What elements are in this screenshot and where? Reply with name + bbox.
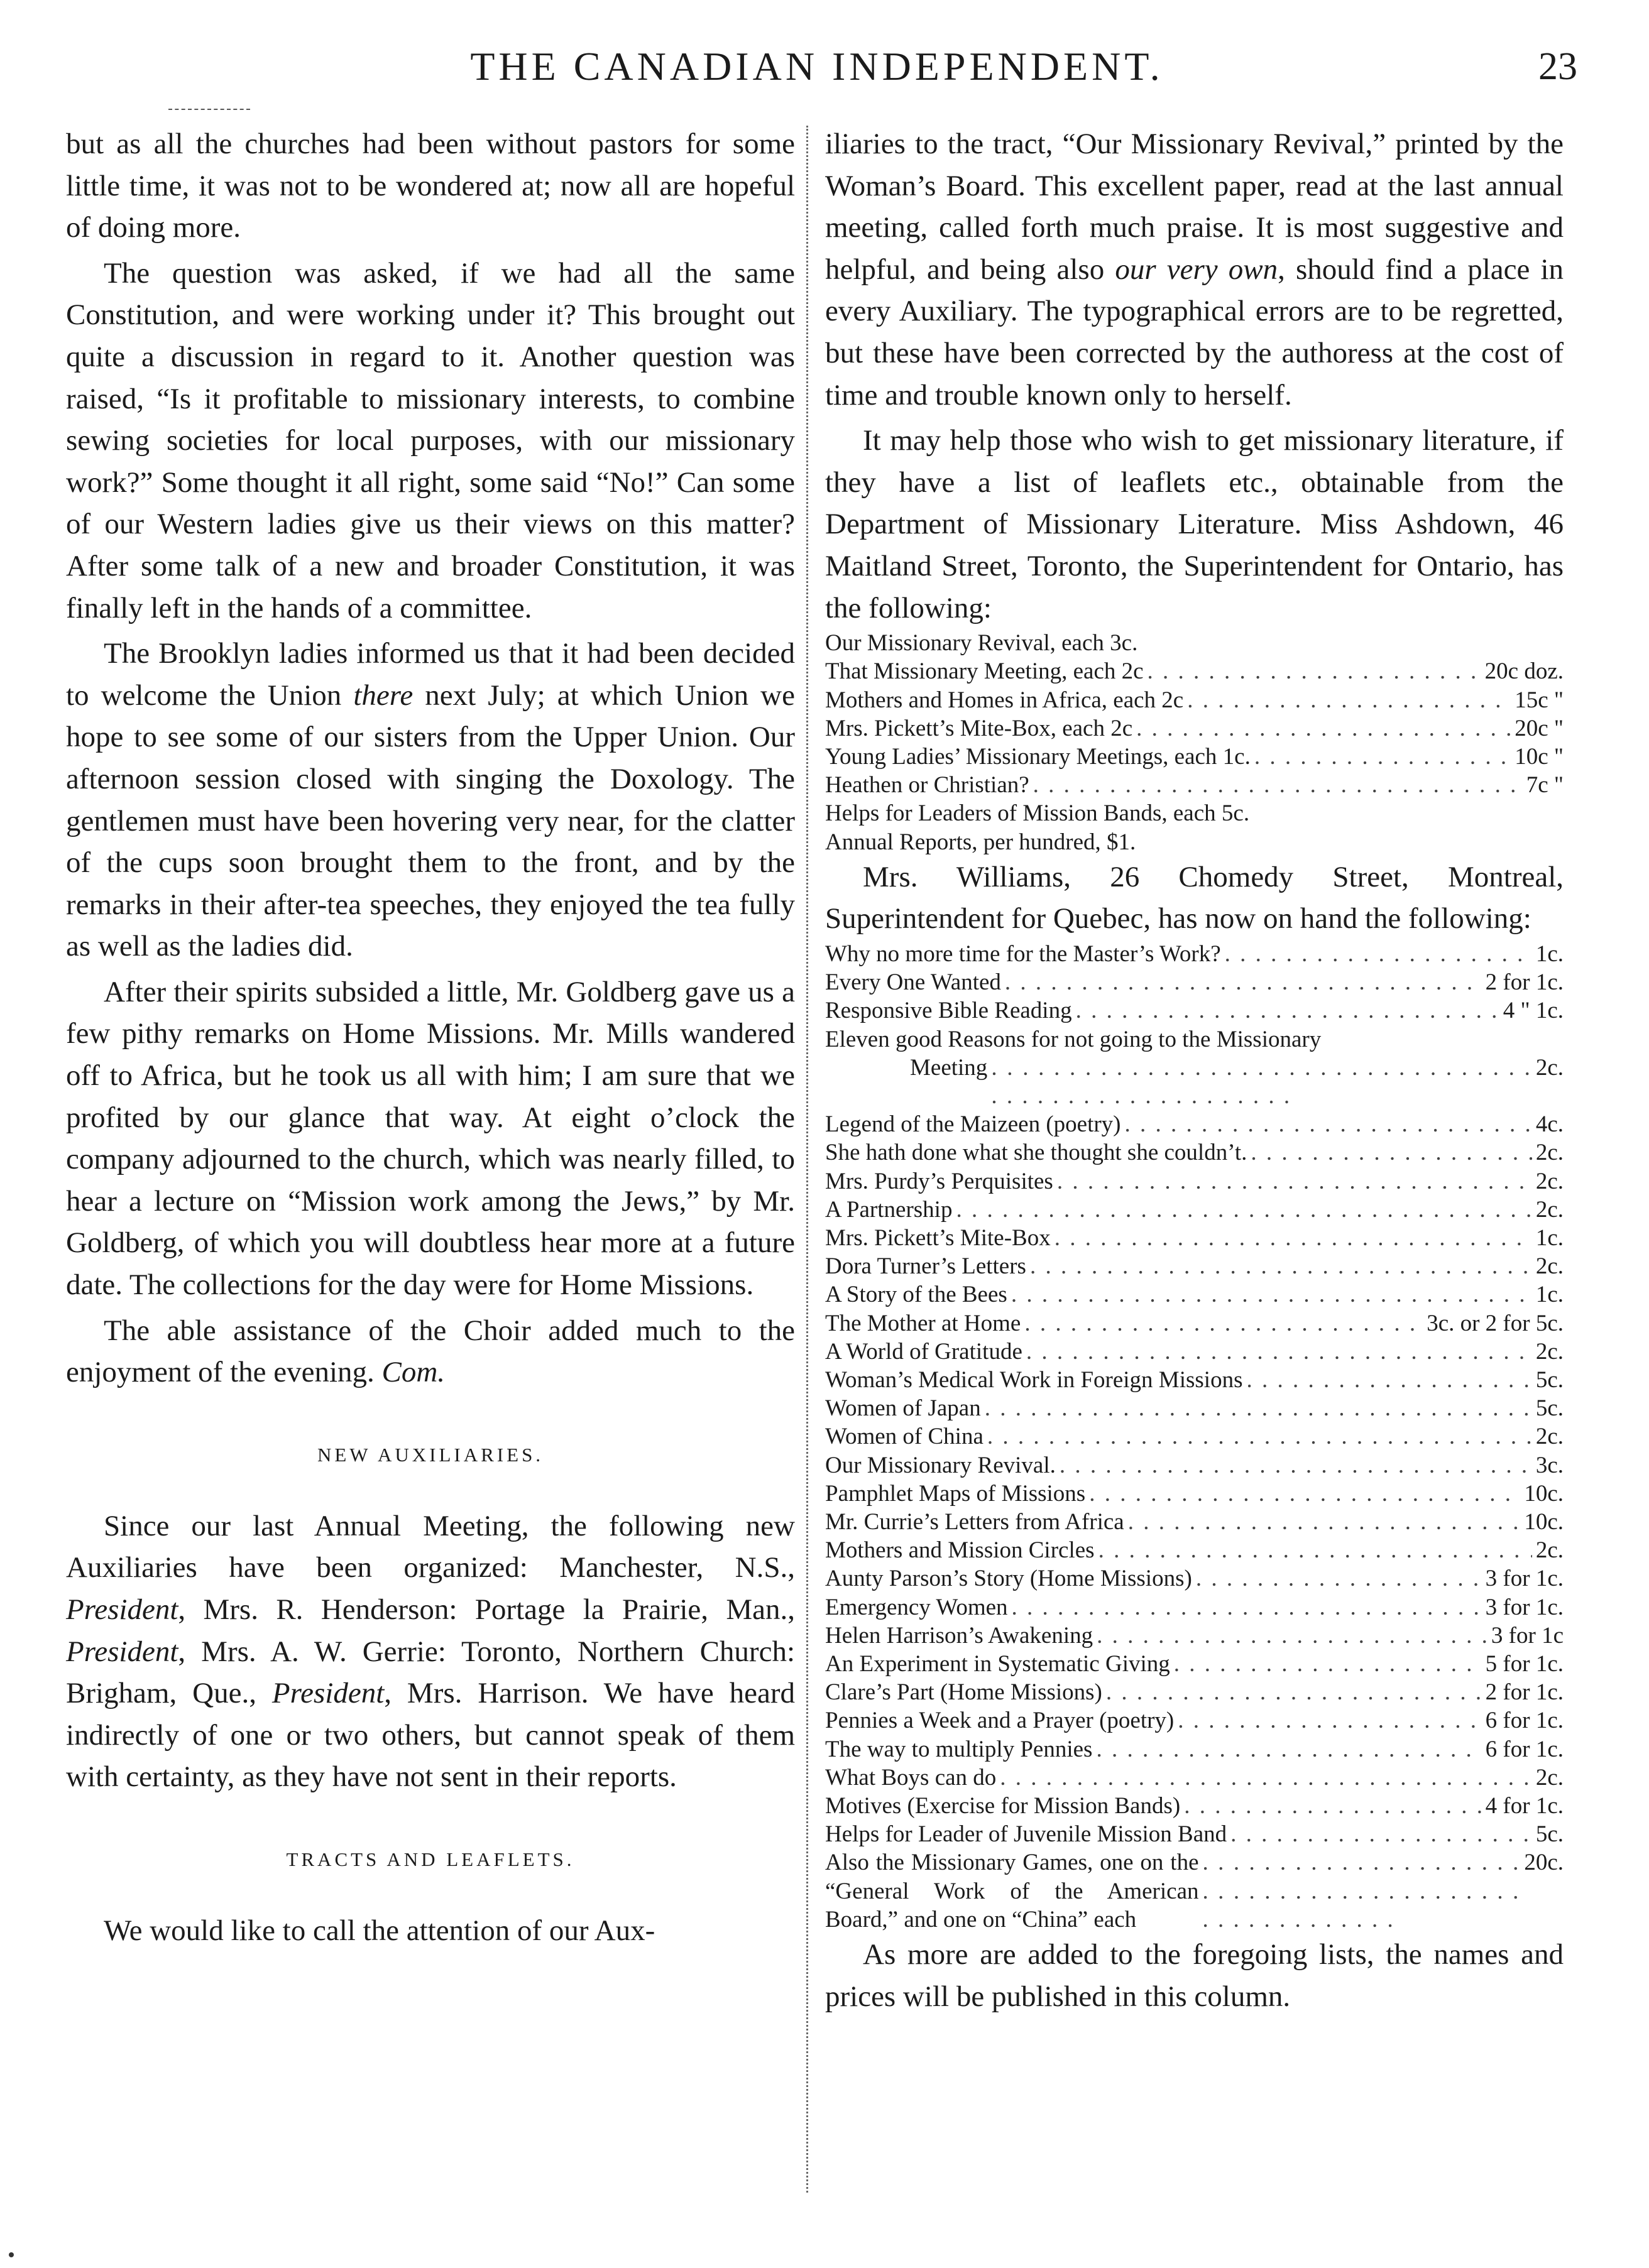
- list-item: [825, 714, 1564, 743]
- column-divider: [806, 126, 808, 2193]
- leaflet-title: Annual Reports, per hundred, $1.: [825, 829, 1136, 855]
- leaflet-title: Dora Turner’s Letters: [825, 1253, 1026, 1280]
- leaflet-price: 3 for 1c.: [1485, 1594, 1564, 1620]
- page-number: 23: [1538, 45, 1577, 88]
- list-item: [825, 996, 1564, 1025]
- list-item: [825, 1280, 1564, 1309]
- leaflet-price: 1c.: [1535, 1282, 1564, 1308]
- leaflet-title: Women of Japan: [825, 1395, 981, 1422]
- leaflet-price: 3c.: [1535, 1452, 1564, 1478]
- leaflet-price: 2c.: [1535, 1140, 1564, 1166]
- emphasis: President: [66, 1593, 178, 1626]
- leaflet-price: 10c.: [1524, 1509, 1564, 1535]
- leaflet-price: 2c.: [1535, 1168, 1564, 1194]
- dot-leader: [1254, 743, 1511, 771]
- leaflet-price: 2c.: [1535, 1764, 1564, 1791]
- leaflet-title: A Partnership: [825, 1196, 953, 1223]
- text-run: , should find a place in every Auxiliary. The typographical errors are to be regretted, but these have been corrected by the authoress at the cost of time and trouble known only to herself.: [825, 253, 1564, 412]
- leaflet-title: Helps for Leaders of Mission Bands, each 5c.: [825, 800, 1250, 827]
- leaflet-title: Clare’s Part (Home Missions): [825, 1679, 1102, 1706]
- dot-leader: [1026, 1338, 1532, 1366]
- leaflet-price: 2 for 1c.: [1485, 969, 1564, 996]
- dot-leader: [1246, 1366, 1531, 1394]
- list-item: [825, 1564, 1564, 1593]
- leaflet-price: 3 for 1c.: [1485, 1566, 1564, 1592]
- journal-title: THE CANADIAN INDEPENDENT.: [470, 44, 1164, 89]
- leaflet-title: Helen Harrison’s Awakening: [825, 1622, 1093, 1649]
- dot-leader: [1251, 1138, 1531, 1167]
- leaflet-title: Mothers and Mission Circles: [825, 1537, 1095, 1564]
- dot-leader: [1196, 1564, 1482, 1593]
- leaflet-price: 2c.: [1535, 1424, 1564, 1450]
- list-item: [825, 1025, 1564, 1111]
- dot-leader: [1148, 657, 1481, 685]
- dot-leader: [1011, 1280, 1532, 1309]
- text-run: , Mrs. R. Henderson: Portage la Prairie, Man.,: [178, 1593, 795, 1626]
- dot-leader: [1174, 1650, 1482, 1678]
- leaflet-price: 4c.: [1535, 1111, 1564, 1138]
- emphasis: our very own: [1115, 253, 1278, 286]
- list-item: [825, 686, 1564, 714]
- dot-leader: [1097, 1622, 1487, 1650]
- list-item: [825, 657, 1564, 685]
- list-item: [825, 1650, 1564, 1678]
- left-paragraph-2: The question was asked, if we had all the same Constitution, and were working under it? This brought out quite a discussion in regard to it. Another question was raised, “Is it profitable to missionary interests, to combine sewing societies for local purposes, with our missionary work?” Some thought it all right, some said “No!” Can some of our Western ladies give us their views on this matter? After some talk of a new and broader Constitution, it was finally left in the hands of a committee.: [66, 256, 795, 624]
- list-item: [825, 1422, 1564, 1451]
- list-item: [825, 828, 1564, 856]
- leaflet-price: 7c ": [1526, 772, 1564, 799]
- leaflet-price: 2c.: [1535, 1537, 1564, 1564]
- left-paragraph-1: but as all the churches had been without pastors for some little time, it was not to be wondered at; now all are hopeful of doing more.: [66, 128, 795, 244]
- leaflet-title: Pamphlet Maps of Missions: [825, 1480, 1086, 1507]
- list-item: [825, 1110, 1564, 1138]
- header-rule: [168, 109, 250, 110]
- leaflet-title: Mrs. Purdy’s Perquisites: [825, 1168, 1053, 1194]
- left-paragraph-5: [66, 1310, 795, 1393]
- leaflet-price: 6 for 1c.: [1485, 1708, 1564, 1734]
- text-run: The Brooklyn ladies informed us that it had been decided to welcome the Union: [66, 637, 795, 712]
- leaflet-price: 4 " 1c.: [1503, 998, 1564, 1024]
- text-run: , Mrs. A. W. Gerrie: Toronto, Northern Church: Brigham, Que.,: [66, 1635, 795, 1710]
- emphasis: President: [271, 1677, 385, 1710]
- leaflet-price: 3c. or 2 for 5c.: [1427, 1310, 1564, 1336]
- right-paragraph-2: It may help those who wish to get missionary literature, if they have a list of leaflets etc., obtainable from the Department of Missionary Literature. Miss Ashdown, 46 Maitland Street, Toronto, the Superintendent for Ontario, has the following:: [825, 424, 1564, 624]
- dot-leader: [1128, 1508, 1521, 1536]
- leaflet-title: Every One Wanted: [825, 969, 1001, 996]
- leaflet-price: 2c.: [1535, 1253, 1564, 1280]
- left-paragraph-4: After their spirits subsided a little, Mr. Goldberg gave us a few pithy remarks on Home Missions. Mr. Mills wandered off to Africa, but he took us all with him; I am sure that we profited by our glance that way. At eight o’clock the company adjourned to the church, which was nearly filled, to hear a lecture on “Mission work among the Jews,” by Mr. Goldberg, of which you will doubtless hear more at a future date. The collections for the day were for Home Missions.: [66, 975, 795, 1302]
- leaflet-price: 4 for 1c.: [1485, 1793, 1564, 1819]
- dot-leader: [985, 1394, 1532, 1422]
- left-paragraph-7: We would like to call the attention of our Aux-: [104, 1914, 655, 1947]
- leaflet-title: Also the Missionary Games, one on the “General Work of the American Board,” and one on “China” each: [825, 1850, 1199, 1933]
- dot-leader: [1225, 940, 1532, 968]
- dot-leader: [1005, 968, 1482, 996]
- leaflet-price: 20c doz.: [1484, 658, 1564, 685]
- running-header: [57, 35, 1577, 98]
- leaflet-title: Our Missionary Revival, each 3c.: [825, 630, 1138, 657]
- list-item: [825, 1224, 1564, 1252]
- list-item: [825, 1338, 1564, 1366]
- dot-leader: [1089, 1480, 1520, 1508]
- dot-leader: [1125, 1110, 1532, 1138]
- dot-leader: [1098, 1536, 1532, 1564]
- list-item: [825, 743, 1564, 771]
- leaflet-title: An Experiment in Systematic Giving: [825, 1651, 1170, 1677]
- leaflet-title: A World of Gratitude: [825, 1338, 1022, 1365]
- list-item: [825, 1536, 1564, 1564]
- list-item: [825, 1252, 1564, 1280]
- quebec-leaflet-list: [825, 940, 1564, 1934]
- leaflet-price: 20c ": [1515, 715, 1564, 741]
- list-item: [825, 968, 1564, 996]
- dot-leader: [1096, 1735, 1481, 1764]
- leaflet-price: 10c.: [1524, 1480, 1564, 1507]
- leaflet-price: 2c.: [1535, 1338, 1564, 1365]
- list-item: [825, 1167, 1564, 1196]
- dot-leader: [1057, 1167, 1532, 1196]
- leaflet-price: 5 for 1c.: [1485, 1651, 1564, 1677]
- list-item: [825, 1764, 1564, 1792]
- list-item: [825, 1706, 1564, 1735]
- leaflet-title: The Mother at Home: [825, 1310, 1021, 1336]
- leaflet-title: Mr. Currie’s Letters from Africa: [825, 1509, 1124, 1535]
- leaflet-title: That Missionary Meeting, each 2c: [825, 658, 1144, 685]
- leaflet-price: 2c.: [1535, 1196, 1564, 1223]
- leaflet-title: Heathen or Christian?: [825, 772, 1029, 799]
- leaflet-title: Why no more time for the Master’s Work?: [825, 940, 1221, 967]
- leaflet-title: Pennies a Week and a Prayer (poetry): [825, 1708, 1175, 1734]
- list-item: [825, 1138, 1564, 1167]
- dot-leader: [1106, 1678, 1482, 1706]
- list-item: [825, 1394, 1564, 1422]
- leaflet-title: Young Ladies’ Missionary Meetings, each 1c.: [825, 743, 1251, 770]
- list-item: [825, 1622, 1564, 1650]
- list-item: [825, 1508, 1564, 1536]
- leaflet-price: 3 for 1c: [1491, 1622, 1564, 1649]
- list-item-games: [825, 1848, 1564, 1934]
- list-item: [825, 771, 1564, 799]
- text-run: , Mrs. Harrison. We have heard indirectly of one or two others, but cannot speak of them with certainty, as they have not sent in their reports.: [66, 1677, 796, 1794]
- leaflet-price: 20c.: [1524, 1850, 1564, 1876]
- leaflet-price: 2c.: [1535, 1054, 1564, 1081]
- leaflet-price: 5c.: [1535, 1395, 1564, 1422]
- right-paragraph-3: Mrs. Williams, 26 Chomedy Street, Montreal, Superintendent for Quebec, has now on hand the following:: [825, 860, 1564, 935]
- list-item: [825, 1678, 1564, 1706]
- leaflet-price: 15c ": [1515, 687, 1564, 713]
- dot-leader: [1136, 714, 1511, 743]
- text-run: Since our last Annual Meeting, the following new Auxiliaries have been organized: Manchester, N.S.,: [66, 1509, 795, 1584]
- leaflet-title: She hath done what she thought she couldn’t.: [825, 1140, 1247, 1166]
- right-paragraph-1: [825, 123, 1564, 416]
- list-item: [825, 799, 1564, 827]
- leaflet-title-continued: Meeting: [910, 1054, 988, 1081]
- dot-leader: [1055, 1224, 1532, 1252]
- dot-leader: [1178, 1706, 1481, 1735]
- leaflet-title: Aunty Parson’s Story (Home Missions): [825, 1566, 1192, 1592]
- list-item: [825, 940, 1564, 968]
- leaflet-title: Emergency Women: [825, 1594, 1008, 1620]
- list-item: [825, 1593, 1564, 1622]
- left-column: [66, 123, 795, 1952]
- dot-leader: [1033, 771, 1523, 799]
- leaflet-price: 5c.: [1535, 1366, 1564, 1393]
- dot-leader: [1000, 1764, 1532, 1792]
- leaflet-title: Mrs. Pickett’s Mite-Box, each 2c: [825, 715, 1133, 741]
- dot-leader: [1187, 686, 1511, 714]
- dot-leader: [991, 1054, 1532, 1110]
- ontario-leaflet-list: [825, 629, 1564, 856]
- leaflet-price: 1c.: [1535, 1224, 1564, 1251]
- leaflet-title: Eleven good Reasons for not going to the Missionary: [825, 1026, 1322, 1052]
- dot-leader: [1076, 996, 1499, 1025]
- page-mark: [9, 2252, 14, 2257]
- leaflet-title: Women of China: [825, 1424, 983, 1450]
- leaflet-price: 6 for 1c.: [1485, 1736, 1564, 1762]
- leaflet-title: What Boys can do: [825, 1764, 997, 1791]
- leaflet-price: 2 for 1c.: [1485, 1679, 1564, 1706]
- leaflet-title: Responsive Bible Reading: [825, 998, 1072, 1024]
- heading-tracts-leaflets: TRACTS AND LEAFLETS.: [286, 1848, 575, 1870]
- emphasis: President: [66, 1635, 178, 1668]
- text-run: iliaries to the tract, “Our Missionary Revival,” printed by the Woman’s Board. This excellent paper, read at the last annual meeting, called forth much praise. It is most suggestive and helpful, and being also: [825, 128, 1564, 286]
- text-run: next July; at which Union we hope to see some of our sisters from the Upper Union. Our afternoon session closed with singing the Doxology. The gentlemen must have been hovering very near, for the clatter of the cups soon brought them to the front, and by the remarks in their after-tea speeches, they enjoyed the tea fully as well as the ladies did.: [66, 679, 795, 963]
- list-item: [825, 1480, 1564, 1508]
- left-paragraph-3: [66, 633, 795, 968]
- leaflet-price: 10c ": [1515, 743, 1564, 770]
- dot-leader: [1230, 1820, 1532, 1848]
- left-paragraph-6: [66, 1505, 795, 1798]
- list-item: [825, 1196, 1564, 1224]
- dot-leader: [1030, 1252, 1532, 1280]
- list-item: [825, 1792, 1564, 1820]
- emphasis: there: [353, 679, 414, 712]
- signature: Com.: [381, 1356, 446, 1389]
- dot-leader: [956, 1196, 1531, 1224]
- leaflet-title: Mothers and Homes in Africa, each 2c: [825, 687, 1184, 713]
- leaflet-title: Helps for Leader of Juvenile Mission Band: [825, 1821, 1227, 1848]
- leaflet-title: Our Missionary Revival.: [825, 1452, 1056, 1478]
- list-item: [825, 1309, 1564, 1338]
- dot-leader: [1012, 1593, 1482, 1622]
- right-column: [825, 123, 1564, 2017]
- leaflet-price: 5c.: [1535, 1821, 1564, 1848]
- leaflet-title: Woman’s Medical Work in Foreign Missions: [825, 1366, 1243, 1393]
- list-item-continuation: [825, 1054, 1564, 1110]
- leaflet-title: Legend of the Maizeen (poetry): [825, 1111, 1121, 1138]
- dot-leader: [1024, 1309, 1423, 1338]
- list-item: [825, 1848, 1564, 1934]
- dot-leader: [1184, 1792, 1481, 1820]
- list-item: [825, 1366, 1564, 1394]
- leaflet-title: Mrs. Pickett’s Mite-Box: [825, 1224, 1051, 1251]
- right-paragraph-4: As more are added to the foregoing lists, the names and prices will be published in this column.: [825, 1938, 1564, 2013]
- leaflet-title: Motives (Exercise for Mission Bands): [825, 1793, 1181, 1819]
- dot-leader: [1203, 1848, 1521, 1934]
- heading-new-auxiliaries: NEW AUXILIARIES.: [317, 1443, 544, 1466]
- text-run: The able assistance of the Choir added much to the enjoyment of the evening.: [66, 1314, 795, 1389]
- leaflet-title: A Story of the Bees: [825, 1282, 1007, 1308]
- list-item: [825, 1735, 1564, 1764]
- leaflet-title: The way to multiply Pennies: [825, 1736, 1093, 1762]
- list-item: [825, 1451, 1564, 1480]
- list-item: [825, 629, 1564, 657]
- leaflet-price: 1c.: [1535, 940, 1564, 967]
- list-item: [825, 1820, 1564, 1848]
- dot-leader: [987, 1422, 1532, 1451]
- dot-leader: [1060, 1451, 1532, 1480]
